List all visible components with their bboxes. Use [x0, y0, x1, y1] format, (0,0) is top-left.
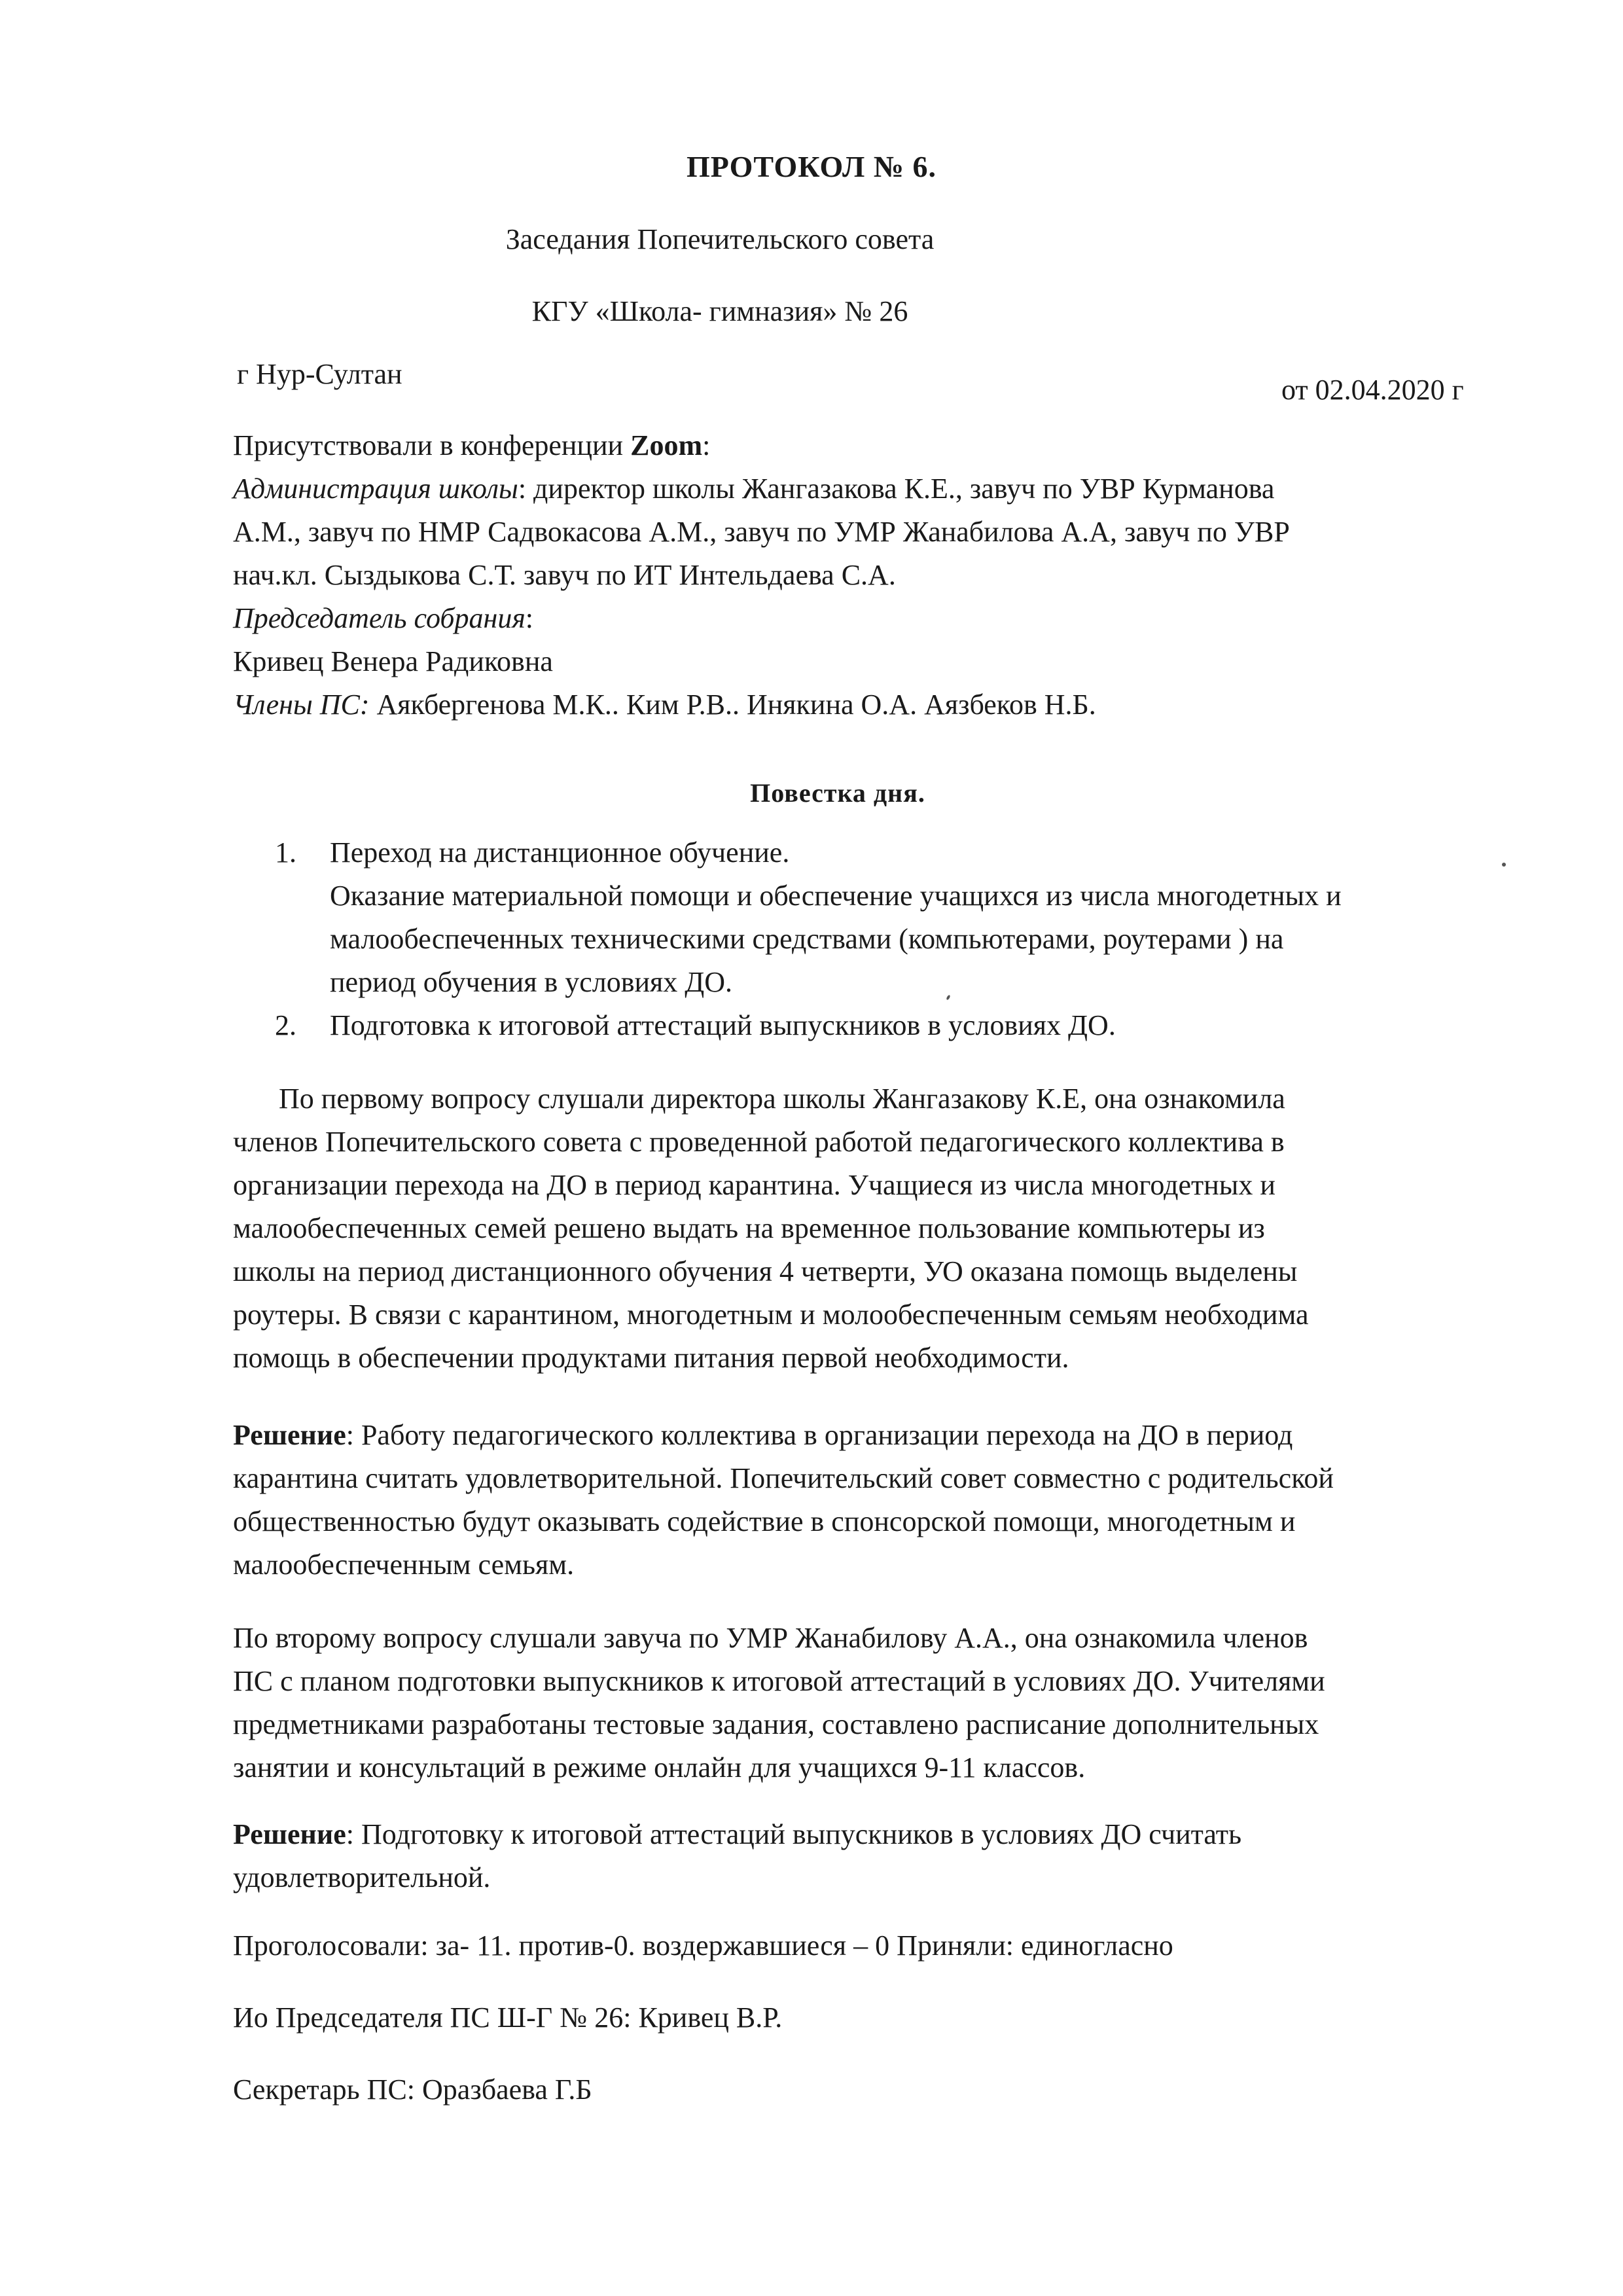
secretary-line: Секретарь ПС: Оразбаева Г.Б — [233, 2073, 592, 2106]
chair-label-line — [233, 597, 1489, 640]
agenda-item — [275, 1004, 1518, 1047]
chair-name: Кривец Венера Радиковна — [233, 645, 553, 677]
decision-label: Решение — [233, 1818, 346, 1850]
agenda-title: Повестка дня. — [750, 778, 925, 808]
agenda-item — [275, 831, 1518, 1004]
discussion-line: членов Попечительского совета с проведенной работой педагогического коллектива в — [233, 1126, 1285, 1158]
attendance-intro-text: Присутствовали в конференции — [233, 429, 631, 461]
attendance-intro — [233, 424, 1489, 467]
discussion-line: занятии и консультаций в режиме онлайн для учащихся 9-11 классов. — [233, 1751, 1086, 1784]
agenda-item-line: малообеспеченных техническими средствами (компьютерами, роутерами ) на — [330, 923, 1284, 955]
city: г Нур-Султан — [237, 358, 402, 390]
agenda-item-number: 1. — [275, 836, 296, 869]
decision-first-rest: : Подготовку к итоговой аттестаций выпускников в условиях ДО считать — [346, 1818, 1242, 1850]
school-name: КГУ «Школа- гимназия» № 26 — [531, 295, 908, 327]
attendance-block — [233, 424, 1489, 726]
admin-line-1-rest: : директор школы Жангазакова К.Е., завуч по УВР Курманова — [518, 473, 1275, 505]
discussion-line: школы на период дистанционного обучения 4 четверти, УО оказана помощь выделены — [233, 1255, 1298, 1287]
admin-line-2: А.М., завуч по НМР Садвокасова А.М., завуч по УМР Жанабилова А.А, завуч по УВР — [233, 516, 1290, 548]
meeting-subtitle: Заседания Попечительского совета — [505, 223, 935, 255]
decision-line: общественностью будут оказывать содействие в спонсорской помощи, многодетным и — [233, 1505, 1296, 1537]
discussion-2 — [233, 1617, 1489, 1789]
decision-first-line — [233, 1813, 1489, 1856]
discussion-line: По первому вопросу слушали директора школы Жангазакову К.Е, она ознакомила — [279, 1083, 1285, 1115]
admin-label: Администрация школы — [233, 473, 518, 505]
acting-chair-line: Ио Председателя ПС Ш-Г № 26: Кривец В.Р. — [233, 2001, 783, 2034]
discussion-line: малообеспеченных семей решено выдать на временное пользование компьютеры из — [233, 1212, 1265, 1244]
agenda-item-line: Подготовка к итоговой аттестаций выпускников в условиях ДО. — [330, 1009, 1116, 1041]
admin-line-3: нач.кл. Сыздыкова С.Т. завуч по ИТ Интельдаева С.А. — [233, 559, 896, 591]
discussion-1 — [233, 1077, 1489, 1380]
members-list: Аякбергенова М.К.. Ким Р.В.. Инякина О.А. Аязбеков Н.Б. — [369, 689, 1096, 721]
decision-line: карантина считать удовлетворительной. Попечительский совет совместно с родительской — [233, 1462, 1334, 1494]
discussion-line: роутеры. В связи с карантином, многодетным и молообеспеченным семьям необходима — [233, 1299, 1309, 1331]
scan-speck — [1502, 863, 1506, 867]
agenda-item-line: Оказание материальной помощи и обеспечение учащихся из числа многодетных и — [330, 880, 1342, 912]
attendance-platform: Zoom — [630, 429, 703, 461]
agenda-item-line: Переход на дистанционное обучение. — [330, 836, 790, 869]
vote-line: Проголосовали: за- 11. против-0. воздержавшиеся – 0 Приняли: единогласно — [233, 1929, 1173, 1962]
members-label: Члены ПС: — [233, 689, 370, 721]
decision-line: малообеспеченным семьям. — [233, 1549, 575, 1581]
agenda-list — [275, 831, 1518, 1047]
page-title: ПРОТОКОЛ № 6. — [687, 150, 936, 183]
agenda-item-number: 2. — [275, 1009, 296, 1041]
decision-1 — [233, 1414, 1489, 1587]
document-date: от 02.04.2020 г — [1281, 374, 1464, 406]
decision-line: удовлетворительной. — [233, 1861, 491, 1893]
discussion-line: помощь в обеспечении продуктами питания первой необходимости. — [233, 1342, 1069, 1374]
decision-2 — [233, 1813, 1489, 1899]
secretary-signature — [233, 2068, 1489, 2111]
vote-result — [233, 1924, 1489, 1967]
agenda-item-line: период обучения в условиях ДО. — [330, 966, 733, 998]
chair-colon: : — [525, 602, 534, 634]
members-line — [233, 683, 1489, 726]
admin-line-1 — [233, 467, 1489, 511]
discussion-line: ПС с планом подготовки выпускников к итоговой аттестаций в условиях ДО. Учителями — [233, 1665, 1325, 1697]
decision-first-line — [233, 1414, 1489, 1457]
discussion-line: организации перехода на ДО в период карантина. Учащиеся из числа многодетных и — [233, 1169, 1275, 1201]
decision-label: Решение — [233, 1419, 346, 1451]
attendance-intro-colon: : — [702, 429, 711, 461]
chair-label: Председатель собрания — [233, 602, 526, 634]
discussion-line: По второму вопросу слушали завуча по УМР Жанабилову А.А., она ознакомила членов — [233, 1622, 1308, 1654]
discussion-line: предметниками разработаны тестовые задания, составлено расписание дополнительных — [233, 1708, 1319, 1740]
acting-chair-signature — [233, 1996, 1489, 2039]
decision-first-rest: : Работу педагогического коллектива в организации перехода на ДО в период — [346, 1419, 1293, 1451]
